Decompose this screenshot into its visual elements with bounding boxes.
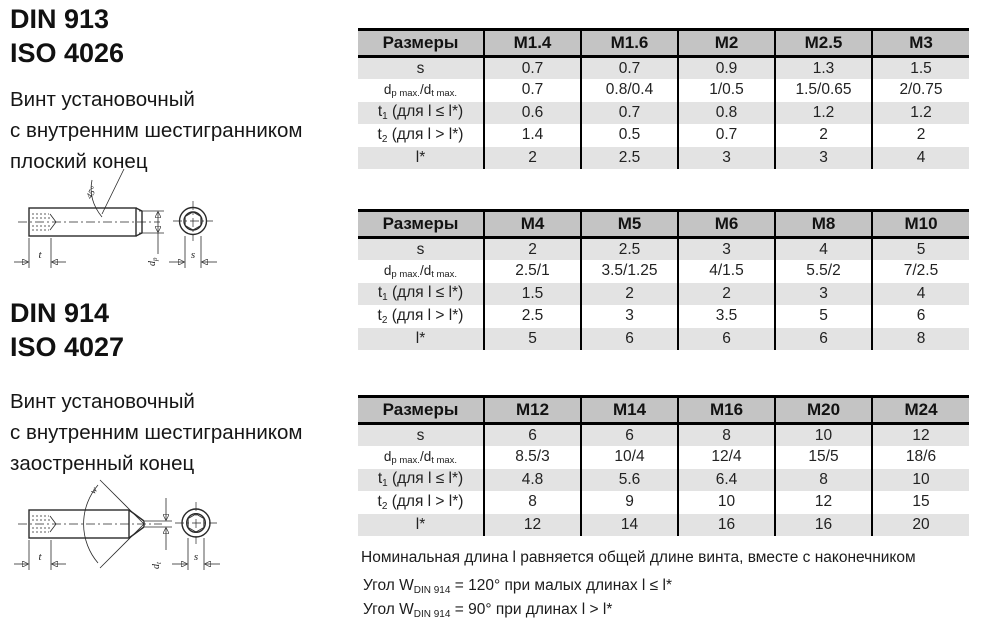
value-cell: 2 (581, 283, 678, 306)
row-label-text: (для l > l*) (387, 306, 464, 324)
size-header: M4 (484, 211, 581, 238)
cone-angle-label: w (87, 484, 100, 496)
t-dim-label: t (38, 249, 42, 261)
value-cell: 6 (872, 305, 969, 328)
value-cell: 2.5 (581, 238, 678, 261)
value-cell: 12 (872, 424, 969, 447)
row-label-text: t (377, 306, 382, 324)
sizes-column-header: Размеры (358, 211, 484, 238)
size-header: M1.6 (581, 30, 678, 57)
description-line: с внутренним шестигранником (10, 421, 303, 444)
standard-line: DIN 913 (10, 4, 110, 34)
row-label-text: t (377, 103, 383, 121)
value-cell: 2 (484, 238, 581, 261)
value-cell: 0.8 (678, 102, 775, 125)
subscript: p max. (391, 454, 420, 466)
value-cell: 1.5 (484, 283, 581, 306)
value-cell: 12 (775, 491, 872, 514)
row-label (358, 305, 484, 328)
dp-dimension (139, 211, 164, 266)
subscript: t max. (431, 268, 458, 280)
value-cell: 4/1.5 (678, 260, 775, 283)
s-dim-label: s (190, 249, 196, 261)
value-cell: 1.2 (775, 102, 872, 125)
row-label (358, 238, 484, 261)
text-part: = 90° при длинах l > l* (450, 601, 613, 618)
value-cell: 6 (581, 424, 678, 447)
table-row (358, 102, 969, 125)
value-cell: 0.8/0.4 (581, 79, 678, 102)
row-label (358, 424, 484, 447)
value-cell: 12/4 (678, 446, 775, 469)
subscript: p max. (391, 87, 420, 99)
table-header-row (358, 30, 969, 57)
value-cell: 7/2.5 (872, 260, 969, 283)
value-cell: 10 (872, 469, 969, 492)
row-label-text: t (377, 492, 382, 510)
value-cell: 4 (872, 283, 969, 306)
row-label-text: t (377, 470, 383, 488)
row-label-text: (для l > l*) (387, 492, 464, 510)
end-view (173, 201, 213, 241)
value-cell: 14 (581, 514, 678, 537)
size-header: M24 (872, 397, 969, 424)
row-label-text: t (377, 125, 382, 143)
value-cell: 20 (872, 514, 969, 537)
value-cell: 4.8 (484, 469, 581, 492)
value-cell: 3 (581, 305, 678, 328)
value-cell: 1/0.5 (678, 79, 775, 102)
value-cell: 3.5 (678, 305, 775, 328)
row-label-text: /d (419, 448, 432, 464)
subscript: 1 (382, 111, 388, 123)
value-cell: 15 (872, 491, 969, 514)
row-label (358, 147, 484, 170)
size-header: M5 (581, 211, 678, 238)
table-row (358, 328, 969, 351)
row-label (358, 328, 484, 351)
subscript: 2 (381, 314, 388, 326)
size-header: M8 (775, 211, 872, 238)
table-row (358, 124, 969, 147)
subscript: t max. (431, 87, 458, 99)
value-cell: 10 (775, 424, 872, 447)
row-label-text: d (383, 448, 392, 464)
row-label-text: l* (415, 329, 426, 347)
value-cell: 8.5/3 (484, 446, 581, 469)
value-cell: 10/4 (581, 446, 678, 469)
side-view (18, 510, 162, 538)
subscript: t max. (431, 454, 458, 466)
t-dimension (14, 540, 66, 570)
value-cell: 8 (484, 491, 581, 514)
standard-line: DIN 914 (10, 298, 110, 328)
size-header: M16 (678, 397, 775, 424)
row-label-text: d (383, 81, 392, 97)
angle-note-120 (363, 577, 672, 596)
value-cell: 6 (484, 424, 581, 447)
text-part: = 120° при малых длинах l ≤ l* (450, 577, 672, 594)
sizes-column-header: Размеры (358, 30, 484, 57)
value-cell: 8 (678, 424, 775, 447)
value-cell: 6 (581, 328, 678, 351)
value-cell: 1.5/0.65 (775, 79, 872, 102)
value-cell: 1.5 (872, 57, 969, 80)
text-part: Угол W (363, 577, 414, 594)
table-row (358, 514, 969, 537)
description-line: заостренный конец (10, 452, 195, 475)
value-cell: 1.3 (775, 57, 872, 80)
row-label-text: /d (419, 81, 432, 97)
size-header: M2 (678, 30, 775, 57)
value-cell: 0.7 (484, 79, 581, 102)
value-cell: 2.5 (484, 305, 581, 328)
row-label (358, 260, 484, 283)
value-cell: 1.4 (484, 124, 581, 147)
value-cell: 10 (678, 491, 775, 514)
size-header: M1.4 (484, 30, 581, 57)
sizes-column-header: Размеры (358, 397, 484, 424)
value-cell: 2 (678, 283, 775, 306)
value-cell: 5 (872, 238, 969, 261)
size-header: M2.5 (775, 30, 872, 57)
value-cell: 2.5/1 (484, 260, 581, 283)
row-label (358, 102, 484, 125)
value-cell: 0.6 (484, 102, 581, 125)
table-row (358, 260, 969, 283)
size-header: M3 (872, 30, 969, 57)
standard-line: ISO 4026 (10, 38, 125, 68)
size-header: M12 (484, 397, 581, 424)
row-label-text: s (416, 426, 425, 444)
value-cell: 2 (775, 124, 872, 147)
subscript: p max. (391, 268, 420, 280)
value-cell: 0.7 (678, 124, 775, 147)
table-header-row (358, 397, 969, 424)
value-cell: 12 (484, 514, 581, 537)
description-line: Винт установочный (10, 88, 195, 111)
value-cell: 0.7 (581, 102, 678, 125)
row-label (358, 79, 484, 102)
end-view (175, 502, 217, 544)
row-label-text: /d (419, 262, 432, 278)
standard-line: ISO 4027 (10, 332, 125, 362)
value-cell: 0.5 (581, 124, 678, 147)
chamfer-angle-annotation (84, 169, 124, 217)
row-label (358, 283, 484, 306)
value-cell: 1.2 (872, 102, 969, 125)
value-cell: 16 (775, 514, 872, 537)
subscript: DIN 914 (413, 585, 451, 596)
row-label-text: s (416, 240, 425, 258)
table-row (358, 469, 969, 492)
table-row (358, 424, 969, 447)
table-header-row (358, 211, 969, 238)
row-label (358, 469, 484, 492)
row-label (358, 446, 484, 469)
table-row (358, 283, 969, 306)
value-cell: 0.7 (484, 57, 581, 80)
value-cell: 4 (872, 147, 969, 170)
value-cell: 0.7 (581, 57, 678, 80)
subscript: 1 (382, 478, 388, 490)
size-header: M10 (872, 211, 969, 238)
value-cell: 2 (484, 147, 581, 170)
dp-dim-label: $d_p$ (147, 257, 159, 266)
value-cell: 3 (775, 283, 872, 306)
row-label-text: (для l ≤ l*) (387, 470, 464, 488)
row-label-text: (для l > l*) (387, 125, 464, 143)
row-label-text: (для l ≤ l*) (387, 103, 464, 121)
dt-dimension (145, 498, 172, 569)
subscript: 2 (381, 133, 388, 145)
value-cell: 8 (872, 328, 969, 351)
table-row (358, 446, 969, 469)
value-cell: 3 (678, 238, 775, 261)
row-label-text: l* (415, 515, 426, 533)
row-label-text: l* (415, 148, 426, 166)
row-label-text: (для l ≤ l*) (387, 284, 464, 302)
dt-dim-label: $d_t$ (151, 562, 163, 569)
din914-cone-point-drawing (6, 462, 238, 578)
side-view (18, 208, 160, 236)
s-dim-label: s (193, 551, 199, 563)
row-label-text: s (416, 59, 425, 77)
value-cell: 2/0.75 (872, 79, 969, 102)
row-label (358, 124, 484, 147)
value-cell: 5 (775, 305, 872, 328)
value-cell: 6 (775, 328, 872, 351)
size-header: M6 (678, 211, 775, 238)
row-label (358, 491, 484, 514)
table-row (358, 238, 969, 261)
value-cell: 5.5/2 (775, 260, 872, 283)
value-cell: 8 (775, 469, 872, 492)
value-cell: 9 (581, 491, 678, 514)
value-cell: 0.9 (678, 57, 775, 80)
t-dim-label: t (38, 551, 42, 563)
chamfer-angle-label: 45° (83, 184, 99, 201)
value-cell: 3.5/1.25 (581, 260, 678, 283)
row-label (358, 57, 484, 80)
dimensions-table-m1.4-m3 (358, 28, 969, 169)
value-cell: 4 (775, 238, 872, 261)
nominal-length-note: Номинальная длина l равняется общей длине винта, вместе с наконечником (361, 549, 916, 566)
value-cell: 6 (678, 328, 775, 351)
subscript: DIN 914 (413, 609, 451, 620)
t-dimension (14, 238, 66, 268)
value-cell: 5 (484, 328, 581, 351)
standard-title-din913 (10, 2, 124, 70)
size-header: M14 (581, 397, 678, 424)
value-cell: 3 (678, 147, 775, 170)
din913-flat-point-drawing (6, 164, 238, 276)
value-cell: 15/5 (775, 446, 872, 469)
value-cell: 18/6 (872, 446, 969, 469)
size-header: M20 (775, 397, 872, 424)
description-line: плоский конец (10, 150, 148, 173)
value-cell: 2 (872, 124, 969, 147)
table-row (358, 147, 969, 170)
value-cell: 6.4 (678, 469, 775, 492)
text-part: Угол W (363, 601, 414, 618)
table-row (358, 305, 969, 328)
dimensions-table-m4-m10 (358, 209, 969, 350)
row-label-text: t (377, 284, 383, 302)
value-cell: 16 (678, 514, 775, 537)
subscript: 2 (381, 500, 388, 512)
dimensions-table-m12-m24 (358, 395, 969, 536)
value-cell: 5.6 (581, 469, 678, 492)
description-line: Винт установочный (10, 390, 195, 413)
table-row (358, 491, 969, 514)
description-line: с внутренним шестигранником (10, 119, 303, 142)
value-cell: 3 (775, 147, 872, 170)
row-label (358, 514, 484, 537)
angle-note-90 (363, 601, 612, 620)
table-row (358, 79, 969, 102)
table-row (358, 57, 969, 80)
row-label-text: d (383, 262, 392, 278)
standard-title-din914 (10, 296, 124, 364)
value-cell: 2.5 (581, 147, 678, 170)
subscript: 1 (382, 292, 388, 304)
